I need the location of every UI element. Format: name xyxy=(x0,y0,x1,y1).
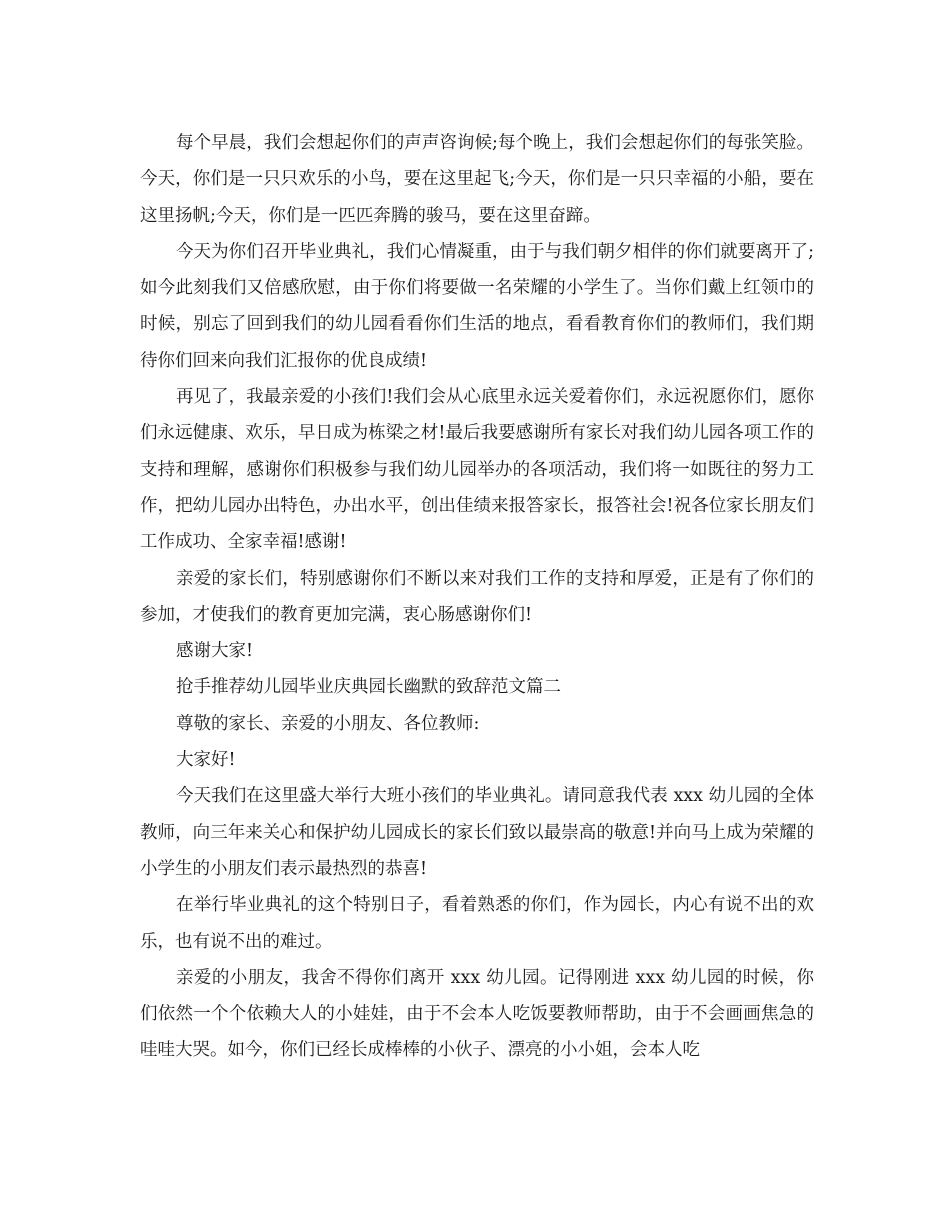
paragraph-2: 今天为你们召开毕业典礼，我们心情凝重，由于与我们朝夕相伴的你们就要离开了;如今此刻我们又倍感欣慰，由于你们将要做一名荣耀的小学生了。当你们戴上红领巾的时候，别忘了回到我们的幼儿园看看你们生活的地点，看看教育你们的教师们，我们期待你们回来向我们汇报你的优良成绩! xyxy=(140,241,814,371)
paragraph-6: 在举行毕业典礼的这个特别日子，看着熟悉的你们，作为园长，内心有说不出的欢乐，也有说不出的难过。 xyxy=(140,895,814,952)
salutation: 尊敬的家长、亲爱的小朋友、各位教师: xyxy=(176,713,480,734)
paragraph-1: 每个早晨，我们会想起你们的声声咨询候;每个晚上，我们会想起你们的每张笑脸。今天，你们是一只只欢乐的小鸟，要在这里起飞;今天，你们是一只只幸福的小船，要在这里扬帆;今天，你们是一匹匹奔腾的骏马，要在这里奋蹄。 xyxy=(140,133,814,226)
paragraph-3: 再见了，我最亲爱的小孩们!我们会从心底里永远关爱着你们，永远祝愿你们，愿你们永远健康、欢乐，早日成为栋梁之材!最后我要感谢所有家长对我们幼儿园各项工作的支持和理解，感谢你们积极参与我们幼儿园举办的各项活动，我们将一如既往的努力工作，把幼儿园办出特色，办出水平，创出佳绩来报答家长，报答社会!祝各位家长朋友们工作成功、全家幸福!感谢! xyxy=(140,387,814,553)
paragraph-thanks: 感谢大家! xyxy=(176,641,254,662)
paragraph-7: 亲爱的小朋友，我舍不得你们离开 xxx 幼儿园。记得刚进 xxx 幼儿园的时候，你们依然一个个依赖大人的小娃娃，由于不会本人吃饭要教师帮助，由于不会画画焦急的哇哇大哭。如今，你们已经长成棒棒的小伙子、漂亮的小小姐，会本人吃 xyxy=(140,967,814,1061)
paragraph-5: 今天我们在这里盛大举行大班小孩们的毕业典礼。请同意我代表 xxx 幼儿园的全体教师，向三年来关心和保护幼儿园成长的家长们致以最崇高的敬意!并向马上成为荣耀的小学生的小朋友们表示最热烈的恭喜! xyxy=(140,786,814,879)
paragraph-4: 亲爱的家长们，特别感谢你们不断以来对我们工作的支持和厚爱，正是有了你们的参加，才使我们的教育更加完满，衷心肠感谢你们! xyxy=(140,568,814,625)
document-body xyxy=(140,125,814,1069)
greeting: 大家好! xyxy=(176,750,236,771)
section-heading: 抢手推荐幼儿园毕业庆典园长幽默的致辞范文篇二 xyxy=(176,677,561,698)
